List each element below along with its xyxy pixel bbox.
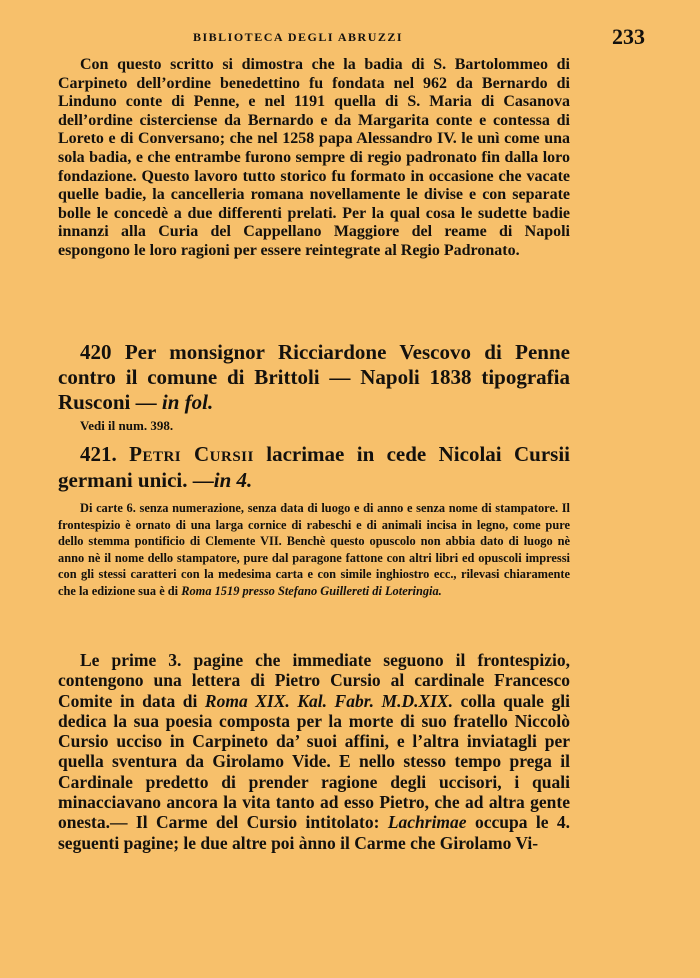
note-imprint: Roma 1519 presso Stefano Guillereti di Loteringia.: [178, 583, 442, 598]
catalog-entry-421: [58, 441, 570, 493]
entry-421-format: in 4.: [213, 468, 253, 492]
entry-420-reference: Vedi il num. 398.: [80, 418, 174, 433]
description-part-2: colla quale gli dedica la sua poesia composta per la morte di suo fratello Niccolò Cursio ucciso in Carpineto da’ suoi affini, e l’altra inviatagli per quella sventura da Girolamo Vide. E nello stesso tempo prega il Cardinale predetto di prender ragione degli uccisori, i quali minacciavano ancora la vita tanto ad esso Pietro, che ad altra gente onesta.— Il Carme del Cursio intitolato:: [58, 690, 570, 833]
entry-420-text: 420 Per monsignor Ricciardone Vescovo di Penne contro il comune di Brittoli — Napoli 1838 tipografia Rusconi: [58, 340, 570, 414]
entry-421-author: Petri Cursii: [129, 442, 254, 466]
entry-420-dash: —: [130, 390, 162, 414]
paragraph-description: [58, 650, 570, 853]
entry-421-number: 421.: [80, 442, 117, 466]
paragraph-intro: Con questo scritto si dimostra che la badia di S. Bartolommeo di Carpineto dell’ordine benedettino fu fondata nel 962 da Bernardo di Linduno conte di Penne, e nel 1191 quella di S. Maria di Casanova dell’ordine cisterciense da Bernardo e da Margarita conte e contessa di Loreto e di Conversano; che nel 1258 papa Alessandro IV. le unì come una sola badia, e che entrambe furono sempre di regio padronato fin dalla loro fondazione. Questo lavoro tutto storico fu formato in occasione che vacate quelle badie, la cancelleria romana novellamente le divise e con separate bolle le concedè a due differenti prelati. Per la qual cosa le sudette badie innanzi alla Curia del Cappellano Maggiore del reame di Napoli espongono le loro ragioni per essere reintegrate al Regio Padronato.: [58, 56, 570, 259]
description-part-1: Le prime 3. pagine che immediate seguono il frontespizio, contengono una lettera di Pietro Cursio al cardinale Francesco Comite in data di: [58, 650, 570, 711]
entry-421-note: [58, 500, 570, 599]
entry-420-format: in fol.: [161, 390, 214, 414]
entry-421-dash: —: [187, 468, 214, 492]
carme-title: Lachrimae: [387, 812, 467, 833]
note-text: Di carte 6. senza numerazione, senza data di luogo e di anno e senza nome di stampatore. Il frontespizio è ornato di una larga cornice di rabeschi e di animali incisa in legno, come pure dello stemma pontificio di Clemente VII. Benchè questo opuscolo non abbia dato di luogo nè anno nè il nome dello stampatore, pure dal paragone fattone con altri libri ed opuscoli impressi con gli stessi caratteri con la medesima carta e con simile inghiostro ecc., rilevasi chiaramente che la edizione sua è di: [58, 501, 570, 598]
entry-421-title: lacrimae in cede Nicolai Cursii germani unici.: [58, 442, 570, 492]
running-head: [80, 24, 645, 52]
letter-date: Roma XIX. Kal. Fabr. M.D.XIX.: [204, 690, 453, 711]
page-number: 233: [612, 24, 645, 49]
catalog-entry-420: [58, 340, 570, 415]
running-title: BIBLIOTECA DEGLI ABRUZZI: [193, 30, 404, 44]
description-part-3: occupa le 4. seguenti pagine; le due altre poi ànno il Carme che Girolamo Vi-: [58, 812, 570, 853]
